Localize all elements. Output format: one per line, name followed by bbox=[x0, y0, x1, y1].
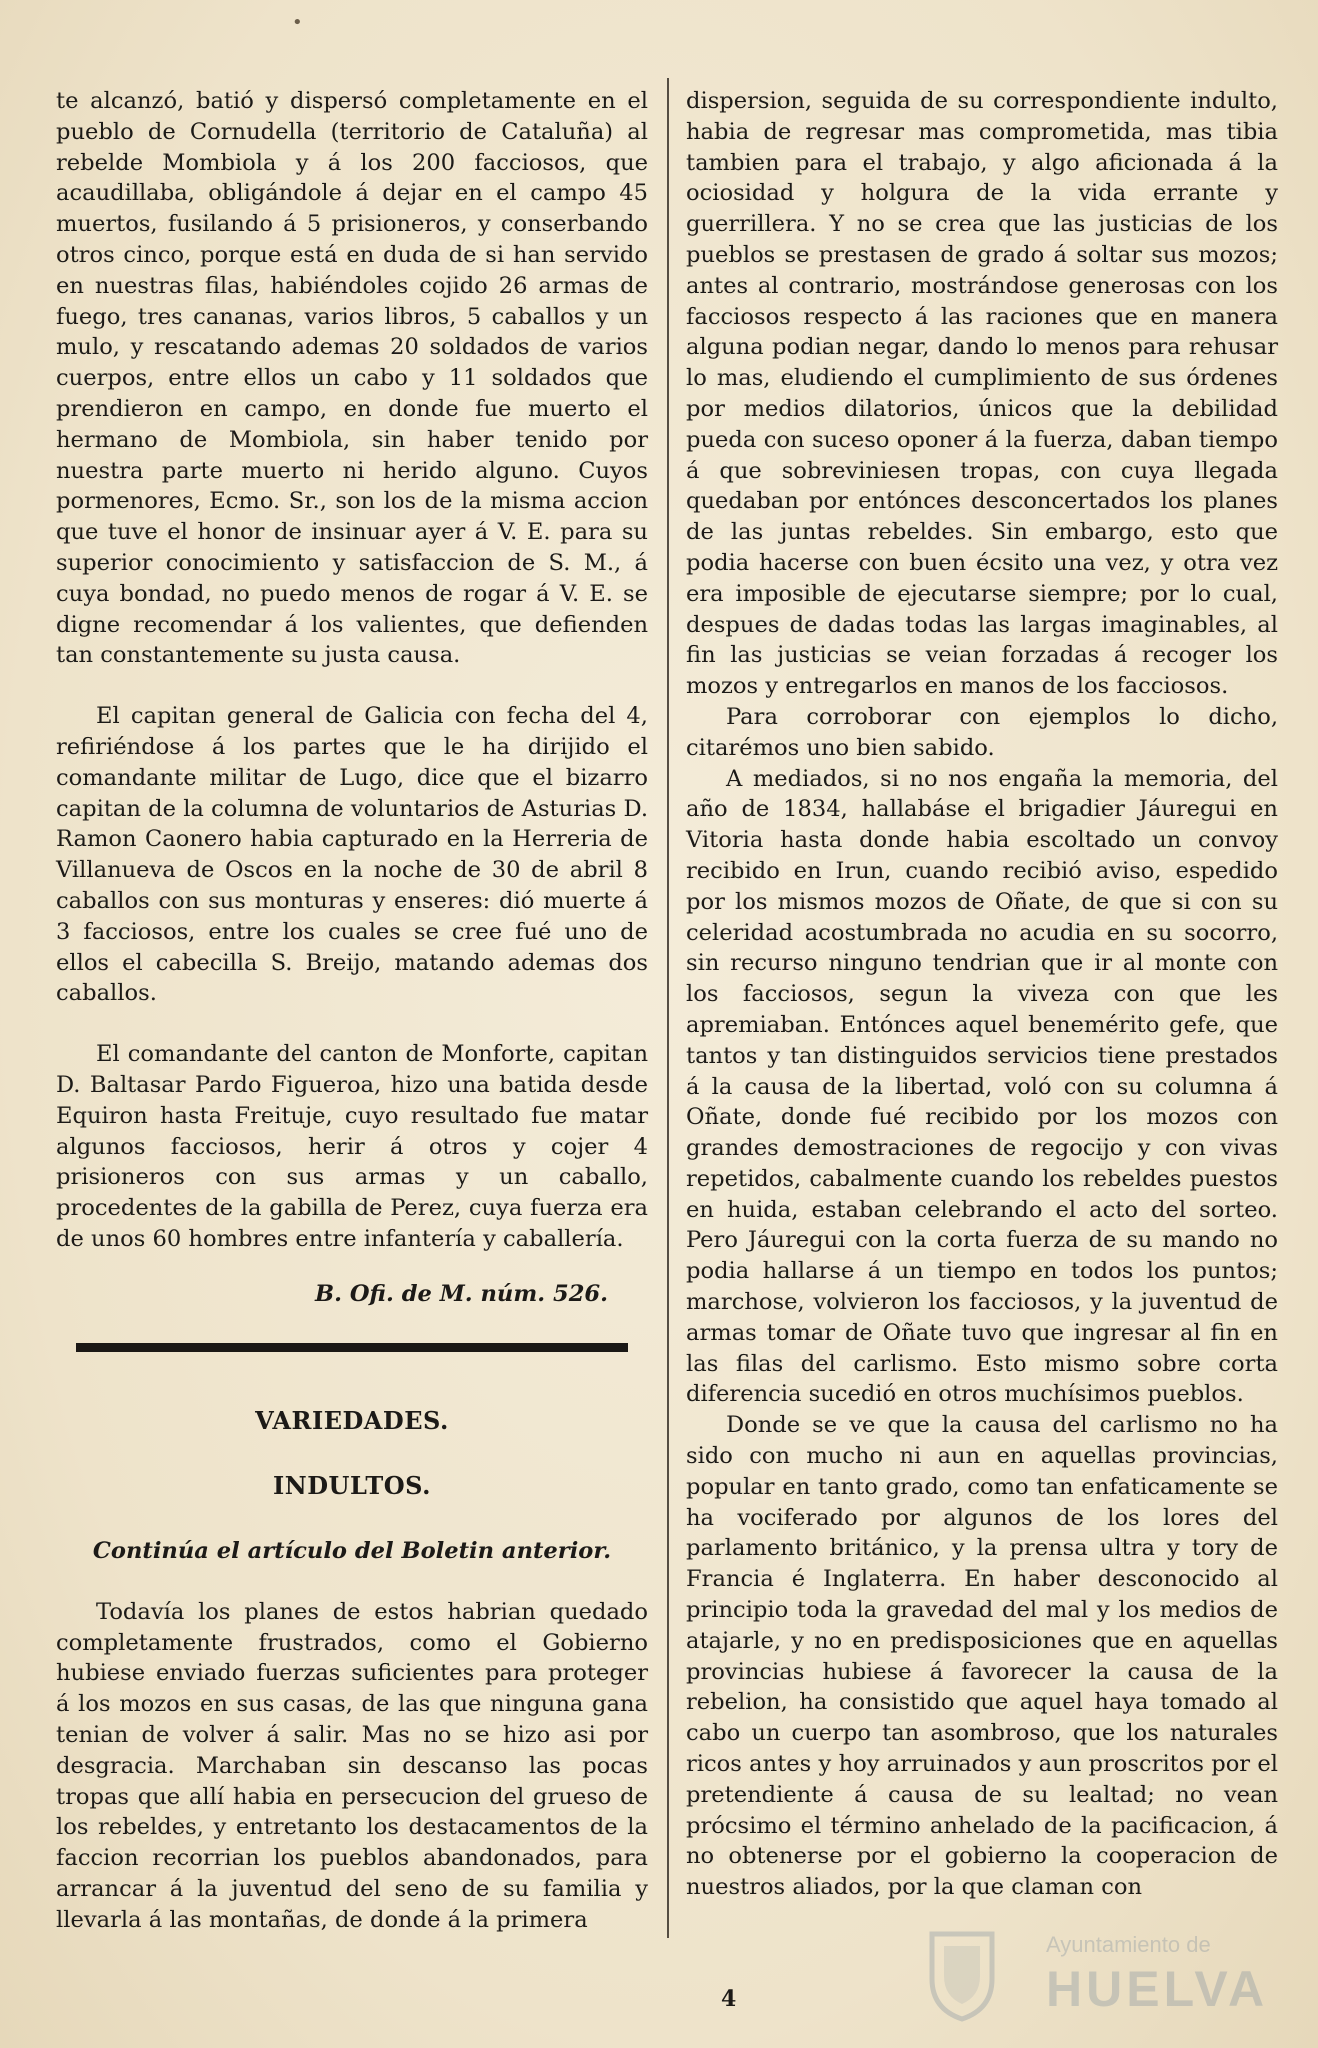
subsection-title: INDULTOS. bbox=[273, 1471, 431, 1501]
watermark-city: HUELVA bbox=[1046, 1961, 1269, 2017]
source-signature: B. Ofi. de M. núm. 526. bbox=[315, 1280, 608, 1307]
column-divider bbox=[667, 78, 669, 1938]
right-paragraph-2: Para corroborar con ejemplos lo dicho, citarémos uno bien sabido. bbox=[686, 703, 1278, 761]
watermark-org: Ayuntamiento de bbox=[1046, 1932, 1211, 1957]
paragraph-gap bbox=[56, 1009, 648, 1039]
right-paragraph-4: Donde se ve que la causa del carlismo no ha sido con mucho ni aun en aquellas provincias, popular en tanto grado, como tan enfaticamente se ha vociferado por algunos de los lores del parlamento británico, y la prensa ultra y tory de Francia é Inglaterra. En haber desconocido al principio toda la gravedad del mal y los medios de atajarle, y no en predisposiciones que en aquellas provincias hubiese á favorecer la causa de la rebelion, ha consistido que aquel haya tomado al cabo un cuerpo tan asombroso, que los naturales ricos antes y hoy arruinados y aun proscritos por el pretendiente á causa de su lealtad; no vean prócsimo el término anhelado de la pacificacion, á no obtenerse por el gobierno la cooperacion de nuestros aliados, por la que claman con bbox=[686, 1412, 1278, 1901]
article-subtitle: Continúa el artículo del Boletin anterior. bbox=[92, 1538, 612, 1565]
page-number: 4 bbox=[721, 1986, 737, 2012]
paragraph-gap bbox=[56, 671, 648, 701]
top-mark: • bbox=[292, 12, 303, 33]
section-title: VARIEDADES. bbox=[255, 1406, 449, 1436]
left-paragraph-4: Todavía los planes de estos habrian quedado completamente frustrados, como el Gobierno hubiese enviado fuerzas suficientes para proteger á los mozos en sus casas, de las que ninguna gana tenian de volver á salir. Mas no se hizo asi por desgracia. Marchaban sin descanso las pocas tropas que allí habia en persecucion del grueso de los rebeldes, y entretanto los destacamentos de la faccion recorrian los pueblos abandonados, para arrancar á la juventud del seno de su familia y llevarla á las montañas, de donde á la primera bbox=[56, 1598, 648, 1933]
left-paragraph-2: El capitan general de Galicia con fecha del 4, refiriéndose á los partes que le ha dirijido el comandante militar de Lugo, dice que el bizarro capitan de la columna de voluntarios de Asturias D. Ramon Caonero habia capturado en la Herreria de Villanueva de Oscos en la noche de 30 de abril 8 caballos con sus monturas y enseres: dió muerte á 3 facciosos, entre los cuales se cree fué uno de ellos el cabecilla S. Breijo, matando ademas dos caballos. bbox=[56, 703, 648, 1007]
left-paragraph-1: te alcanzó, batió y dispersó completamente en el pueblo de Cornudella (territorio de Cataluña) al rebelde Mombiola y á los 200 facciosos, que acaudillaba, obligándole á dejar en el campo 45 muertos, fusilando á 5 prisioneros, y conserbando otros cinco, porque está en duda de si han servido en nuestras filas, habiéndoles cojido 26 armas de fuego, tres cananas, varios libros, 5 caballos y un mulo, y rescatando ademas 20 soldados de varios cuerpos, entre ellos un cabo y 11 soldados que prendieron en campo, en donde fue muerto el hermano de Mombiola, sin haber tenido por nuestra parte muerto ni herido alguno. Cuyos pormenores, Ecmo. Sr., son los de la misma accion que tuve el honor de insinuar ayer á V. E. para su superior conocimiento y satisfaccion de S. M., á cuya bondad, no puedo menos de rogar á V. E. se digne recomendar á los valientes, que defienden tan constantemente su justa causa. bbox=[56, 88, 648, 669]
right-column bbox=[686, 86, 1278, 1903]
right-paragraph-1: dispersion, seguida de su correspondiente indulto, habia de regresar mas comprometida, mas tibia tambien para el trabajo, y algo aficionada á la ociosidad y holgura de la vida errante y guerrillera. Y no se crea que las justicias de los pueblos se prestasen de grado á soltar sus mozos; antes al contrario, mostrándose generosas con los facciosos respecto á las raciones que en manera alguna podian negar, dando lo menos para rehusar lo mas, eludiendo el cumplimiento de sus órdenes por medios dilatorios, únicos que la debilidad pueda con suceso oponer á la fuerza, daban tiempo á que sobreviniesen tropas, con cuya llegada quedaban por entónces desconcertados los planes de las juntas rebeldes. Sin embargo, esto que podia hacerse con buen écsito una vez, y otra vez era imposible de ejecutarse siempre; por lo cual, despues de dadas todas las largas imaginables, al fin las justicias se veian forzadas á recoger los mozos y entregarlos en manos de los facciosos. bbox=[686, 88, 1278, 700]
right-paragraph-3: A mediados, si no nos engaña la memoria, del año de 1834, hallabáse el brigadier Jáuregui en Vitoria hasta donde habia escoltado un convoy recibido en Irun, cuando recibió aviso, espedido por los mismos mozos de Oñate, de que si con su celeridad acostumbrada no acudia en su socorro, sin recurso ninguno tendrian que ir al monte con los facciosos, segun la viveza con que les apremiaban. Entónces aquel benemérito gefe, que tantos y tan distinguidos servicios tiene prestados á la causa de la libertad, voló con su columna á Oñate, donde fué recibido por los mozos con grandes demostraciones de regocijo y con vivas repetidos, cabalmente cuando los rebeldes puestos en huida, estaban celebrando el acto del sorteo. Pero Jáuregui con la corta fuerza de su mando no podia hallarse á un tiempo en todos los puntos; marchose, volvieron los facciosos, y la juventud de armas tomar de Oñate tuvo que ingresar al fin en las filas del carlismo. Esto mismo sobre corta diferencia sucedió en otros muchísimos pueblos. bbox=[686, 765, 1278, 1408]
watermark bbox=[912, 1918, 1269, 2028]
left-paragraph-3: El comandante del canton de Monforte, capitan D. Baltasar Pardo Figueroa, hizo una batida desde Equiron hasta Freituje, cuyo resultado fue matar algunos facciosos, herir á otros y cojer 4 prisioneros con sus armas y un caballo, procedentes de la gabilla de Perez, cuya fuerza era de unos 60 hombres entre infantería y caballería. bbox=[56, 1041, 648, 1252]
city-seal-icon bbox=[912, 1924, 1012, 2024]
section-rule bbox=[76, 1343, 628, 1352]
left-column bbox=[56, 86, 648, 1936]
